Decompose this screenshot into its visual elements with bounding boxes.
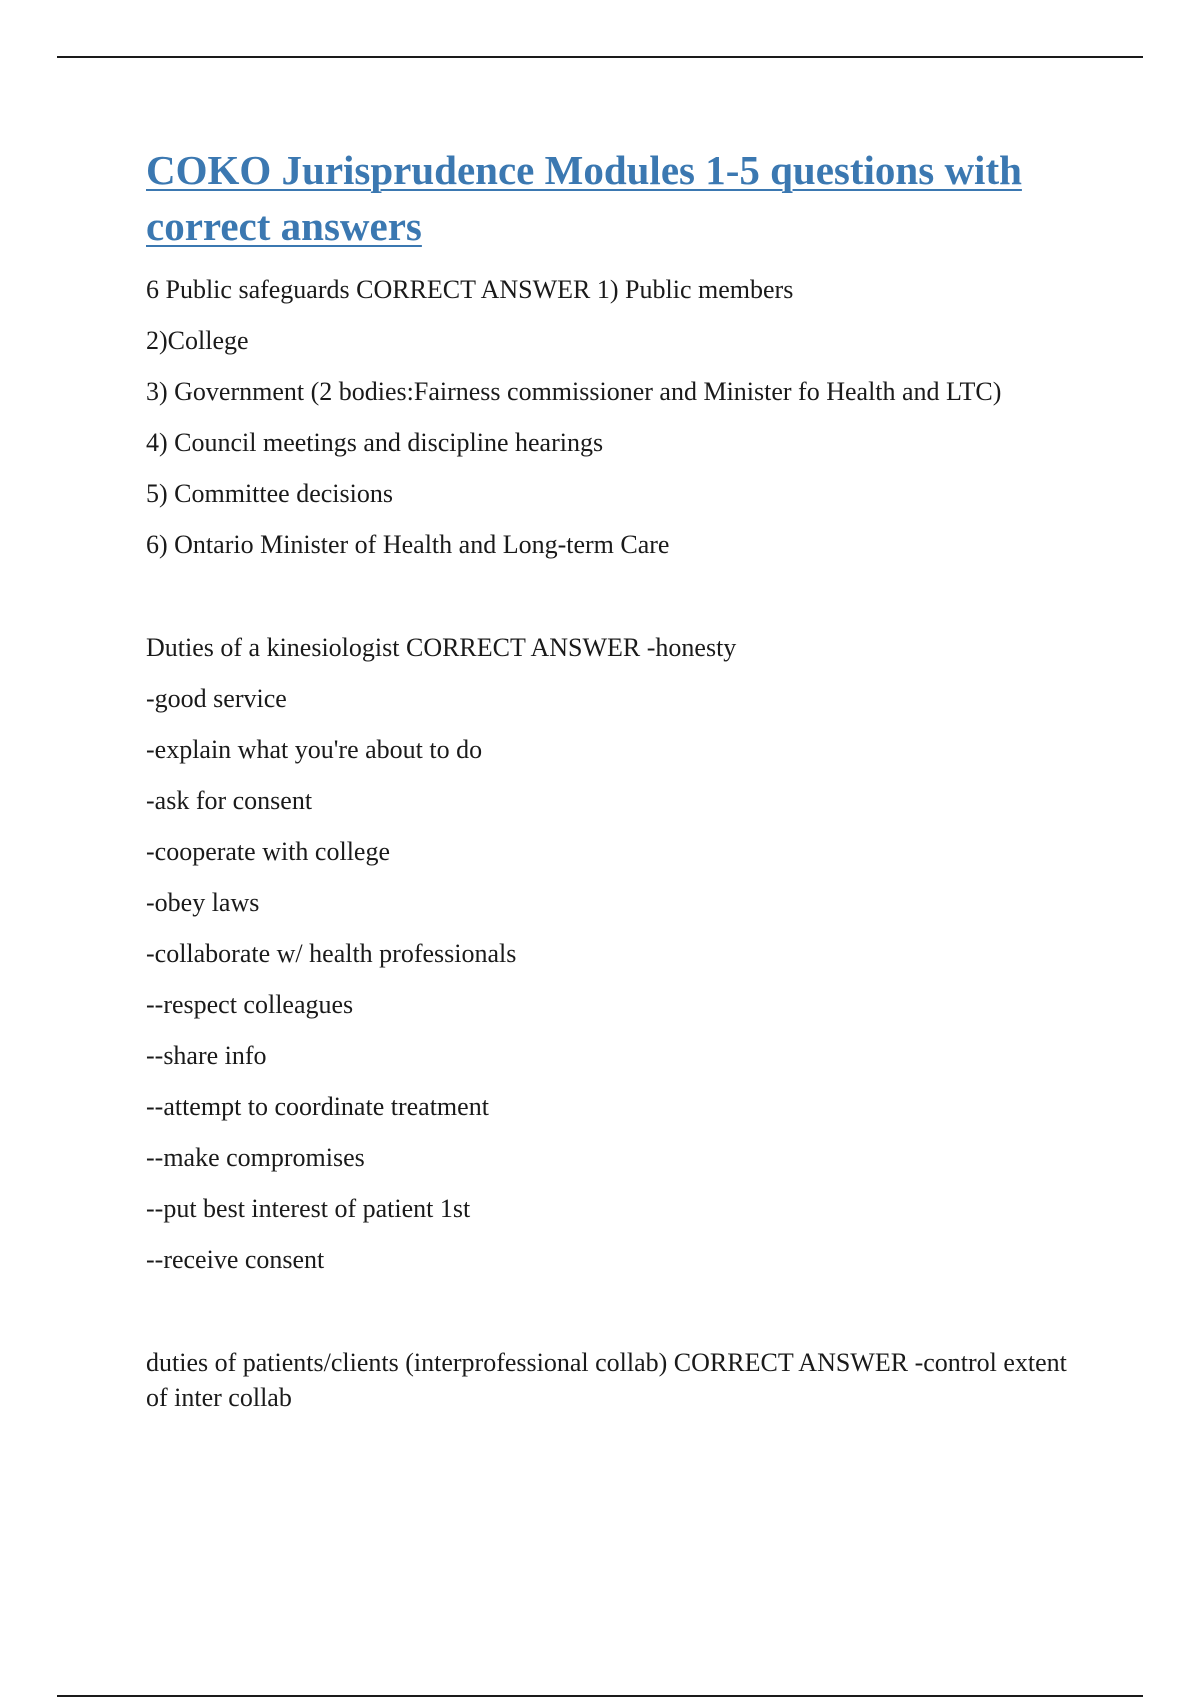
document-body bbox=[146, 142, 1086, 1431]
qa-line: --receive consent bbox=[146, 1245, 325, 1274]
qa-line: -cooperate with college bbox=[146, 837, 390, 866]
qa-line: -obey laws bbox=[146, 888, 260, 917]
section-kinesiologist-duties bbox=[146, 630, 1086, 1277]
qa-line: 5) Committee decisions bbox=[146, 479, 393, 508]
qa-line: 3) Government (2 bodies:Fairness commissioner and Minister fo Health and LTC) bbox=[146, 377, 1002, 406]
section-public-safeguards bbox=[146, 272, 1086, 562]
section-spacer bbox=[146, 1293, 1086, 1345]
qa-line: Duties of a kinesiologist CORRECT ANSWER -honesty bbox=[146, 633, 737, 662]
qa-line: -collaborate w/ health professionals bbox=[146, 939, 517, 968]
top-rule bbox=[57, 56, 1143, 58]
qa-line: duties of patients/clients (interprofessional collab) CORRECT ANSWER -control extent of inter collab bbox=[146, 1348, 1067, 1412]
qa-line: 6 Public safeguards CORRECT ANSWER 1) Public members bbox=[146, 275, 794, 304]
qa-line: -explain what you're about to do bbox=[146, 735, 483, 764]
qa-line: 2)College bbox=[146, 326, 249, 355]
qa-line: --put best interest of patient 1st bbox=[146, 1194, 471, 1223]
qa-line: 4) Council meetings and discipline hearings bbox=[146, 428, 604, 457]
section-patient-duties bbox=[146, 1345, 1086, 1415]
qa-line: 6) Ontario Minister of Health and Long-term Care bbox=[146, 530, 670, 559]
section-spacer bbox=[146, 578, 1086, 630]
qa-line: -good service bbox=[146, 684, 287, 713]
qa-line: --attempt to coordinate treatment bbox=[146, 1092, 489, 1121]
qa-line: --share info bbox=[146, 1041, 267, 1070]
qa-line: -ask for consent bbox=[146, 786, 313, 815]
qa-line: --make compromises bbox=[146, 1143, 365, 1172]
bottom-rule bbox=[57, 1695, 1143, 1697]
qa-line: --respect colleagues bbox=[146, 990, 354, 1019]
document-title: COKO Jurisprudence Modules 1-5 questions with correct answers bbox=[146, 147, 1022, 249]
